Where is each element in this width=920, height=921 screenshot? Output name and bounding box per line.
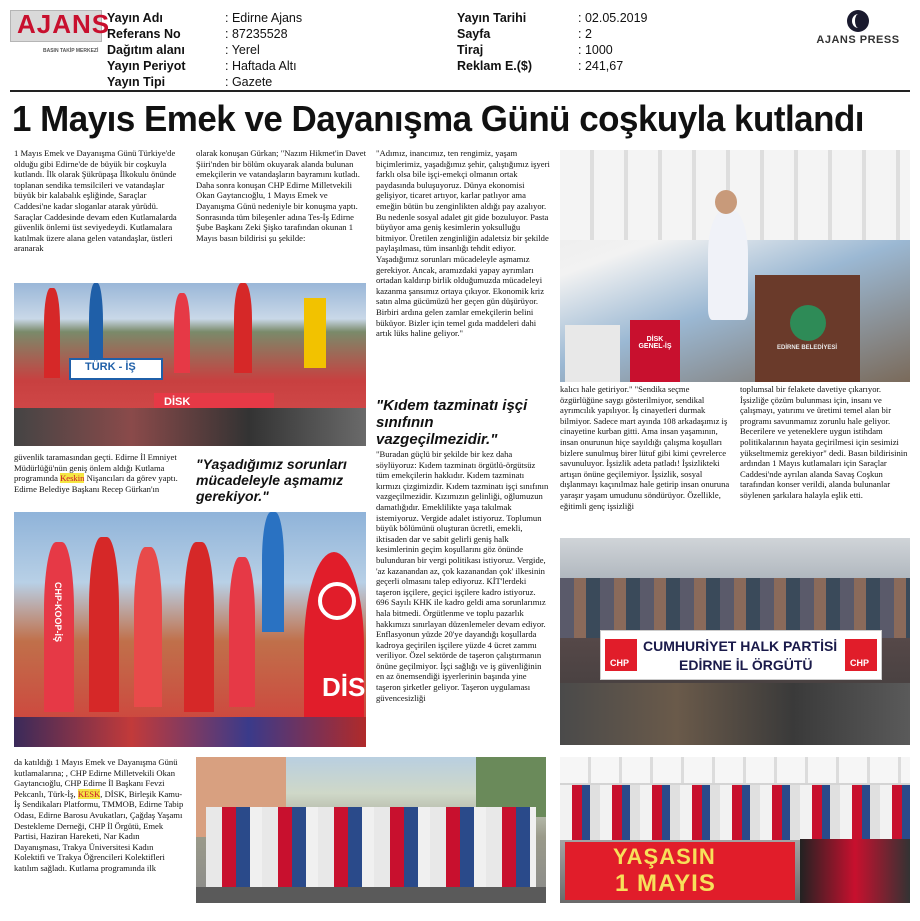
chp-logo-right: CHP (845, 639, 877, 671)
photo-march-flags (14, 512, 385, 747)
chp-logo-left: CHP (605, 639, 637, 671)
label-date: Yayın Tarihi (457, 11, 527, 25)
flag (234, 283, 252, 373)
flag (134, 547, 162, 707)
flag (184, 542, 214, 712)
value-type: : Gazete (225, 75, 273, 89)
crowd (800, 839, 910, 903)
tent-canopy (560, 757, 910, 783)
label-page: Sayfa (457, 27, 491, 41)
disk-banner: DİSK (154, 393, 274, 413)
logo-tagline: BASIN TAKİP MERKEZİ (43, 48, 99, 54)
header-rule (10, 90, 910, 92)
label-circulation: Tiraj (457, 43, 484, 57)
chp-banner: CHP CHP CUMHURİYET HALK PARTİSİ EDİRNE İL ÖRGÜTÜ (600, 630, 882, 680)
ajans-press-brand (808, 10, 908, 46)
label-distribution: Dağıtım alanı (107, 43, 185, 57)
crowd-legs (560, 683, 910, 745)
photo-speaker-podium (560, 150, 910, 382)
highlight-kesk: KESK (77, 788, 101, 799)
label-period: Yayın Periyot (107, 59, 186, 73)
value-reference: : 87235528 (225, 27, 288, 41)
meta-values-right (578, 10, 648, 74)
col1-bottom-text: da katıldığı 1 Mayıs Emek ve Dayanışma Günü kutlamalarına; , CHP Edirne Milletvekili Okan Gaytancıoğlu, CHP Edirne İl Başkanı Fevzi Pekcanlı, Türk-İş, KESK, DİSK, Birleşik Kamu-İş Sendikaları Platformu, TMMOB, Edirne Tabip Odası, Edirne Barosu Avukatları, Çağdaş Yaşamı Destekleme Derneği, CHP İl Örgütü, Emek Partisi, Haziran Hareketi, Nar Kadın Dayanışması, Trakya Üniversitesi Kadın Kolektifi ve Trakya Öğrencileri Kolektifleri katılım sağladı. Kutlama programında ilk (14, 757, 184, 873)
col5-mid-text: toplumsal bir felakete davetiye çıkarıyor. İşsizliğe çözüm bulunması için, insanı ve çalışmayı, yatırımı ve üretimi temel alan bir programı savunmamız zorunlu hale geliyor. Becerilere ve yeteneklere uygun istihdam politikalarının hayata geçirilmesi için sesimizi yükseltmemiz gerekiyor" dedi. Basın bildirisinin ardından 1 Mayıs kutlamaları için Saraçlar Caddesi'nde ayrılan alanda Savaş Coşkun tarafından konser verildi, alanda bulunanlar söylenen şarkılara halayla eşlik etti. (740, 384, 908, 500)
highlight-keskin: Keskin (60, 473, 85, 484)
photo-crowd-banners (14, 283, 366, 446)
col1-top-text: 1 Mayıs Emek ve Dayanışma Günü Türkiye'de olduğu gibi Edirne'de de büyük bir coşkuyla kutlandı. İlk olarak Şükrüpaşa İlkokulu önünde toplanan sendika temsilcileri ve vatandaşlar büyük bir kalabalık eşliğinde, Saraçlar Caddesi'ne kadar sloganlar atarak yürüdü. Saraçlar Caddesinde devam eden Kutlamalarda güvenlik önlemi üst seviyedeydi. Kutlamalara katılmak üzere alana gelen vatandaşlar, üstleri aranarak (14, 148, 177, 254)
street (196, 887, 546, 903)
people-on-stage (560, 785, 910, 840)
col4-mid-text: kalıcı hale getiriyor." "Sendika seçme özgürlüğüne saygı gösterilmiyor, sendikal ayrımcılık yapılıyor. İş cinayetleri durmak bilmiyor. Sadece mart ayında 108 arkadaşımız iş cinayetine kurban gitti. Ama insan yaşamının, insan onurunun hiçe sayıldığı çalışma koşulları bizlere sunulmuş birer lütuf gibi kimi çevrelerce savunuluyor. İşsizlik adeta patladı! İşsizlikteki artışın önüne geçilemiyor. İşsizlik, sosyal dışlanmayı kaçınılmaz hale getirip insan onuruna yaraşır yaşam umudunu söndürüyor. Özellikle, eğitimli genç işsizliği (560, 384, 730, 511)
turk-is-sign: TÜRK - İŞ (69, 358, 163, 380)
municipality-emblem (790, 305, 826, 341)
value-distribution: : Yerel (225, 43, 260, 57)
col1-mid-text: güvenlik taramasından geçti. Edirne İl Emniyet Müdürlüğü'nün geniş önlem aldığı Kutlama programında Keskin Nişancıları da görev yaptı. Edirne Belediye Başkanı Recep Gürkan'ın (14, 452, 178, 494)
photo-yasasin-banner (560, 757, 910, 903)
photo-chp-banner (560, 538, 910, 745)
col3-bottom-text: "Buradan güçlü bir şekilde bir kez daha söylüyoruz: Kıdem tazminatı örgütlü-örgütsüz tüm emekçilerin hakkıdır. Kıdem tazminatı kırmızı çizgimizdir. Kıdem tazminatı işçi sınıfının vazgeçilmezidir. Kızımızın gelinliği, oğlumuzun damatlığıdır. Emeklilikte yaşa takılmak istemiyoruz. Vergide adalet istiyoruz. Toplumun büyük bölümünü oluşturan ücretli, emekli, iktisaden dar ve sabit gelirli geniş halk kesimlerinin geçim koşullarını göz önünde bulunduran bir vergi politikası istiyoruz. Vergide, 'az kazanandan az, çok kazanandan çok' ilkesinin geçerli olmasını talep ediyoruz. KİT'lerdeki taşeron işçilere, geçici işçilere kadro istiyoruz. 696 Sayılı KHK ile kadro geldi ama sorunlarımız hala bitmedi. Örgütlenme ve toplu pazarlık hakkımızı sınırlayan düzenlemeler devam ediyor. Enflasyonun yüzde 20'ye dayandığı koşullarda kadroya geçirilen işçilere yüzde 4 ücret zammı veriliyor. Özel sektörde de taşeron çalıştırmanın önüne geçilmiyor. İşçi sağlığı ve iş güvenliğinin en az önemsendiği işyerlerinin başında yine taşeron şirketler geliyor. Taşeron uygulaması güvencesizliği (376, 449, 549, 703)
flag (89, 537, 119, 712)
mayis-banner: YAŞASIN 1 MAYIS (565, 842, 795, 900)
podium: EDİRNE BELEDİYESİ (755, 275, 860, 382)
flag (174, 293, 190, 373)
value-publication: : Edirne Ajans (225, 11, 303, 25)
label-type: Yayın Tipi (107, 75, 166, 89)
value-ad: : 241,67 (578, 59, 624, 73)
crowd (14, 408, 366, 446)
ajans-press-icon (847, 10, 869, 32)
disk-vest-person: DİSK GENEL-İŞ (630, 320, 680, 382)
disk-flag: DİSK (304, 552, 364, 742)
person (565, 325, 620, 382)
col3-top-text: "Adımız, inancımız, ten rengimiz, yaşam biçimlerimiz, yaşadığımız şehir, çalıştığımız işyeri farklı olsa bile işçi-emekçi olmanın ortak paydasında buluşuyoruz. Dünya ekonomisi gelişiyor, ticaret artıyor, karlar patlıyor ama emeğin bütün bu zenginlikten aldığı pay azalıyor. Bu nedenle sosyal adalet git gide bozuluyor. Pasta büyüyor ama geniş kesimlerin yoksulluğu bitmiyor. Üretilen zenginliğin adaletsiz bir şekilde paylaşılması, tüm insanlığı tehdit ediyor. Yaşadığımız sorunları mücadeleyle aşmamız gerekiyor. Ancak, aramızdaki yapay ayrımları ortadan kaldırıp birlik olduğumuzda mücadeleyi kazanma şansımız ortaya çıkıyor. Ekonomik kriz satın alma gücümüzü her geçen gün düşürüyor. Birbiri ardına gelen zamlar emekçilerin belini büküyor. Bizler için temel gıda maddeleri dahi artık lüks haline geliyor." (376, 148, 550, 339)
value-circulation: : 1000 (578, 43, 613, 57)
speaker-head (715, 190, 737, 214)
crowd (14, 717, 366, 747)
col2-top-text: olarak konuşan Gürkan; "Nazım Hikmet'in Davet Şiiri'nden bir bölüm okuyarak alanda bulunan emekçilerin ve vatandaşların bayramını kutladı. Daha sonra konuşan CHP Edirne Milletvekili Okan Gaytancıoğlu, 1 Mayıs Emek ve Dayanışma Günü nedeniyle bir konuşma yaptı. Sonrasında tüm bileşenler adına Tes-İş Edirne Şube Başkanı Zeki Şişko tarafından okunan 1 Mayıs basın bildirisi şu şekilde: (196, 148, 366, 243)
meta-labels-left (107, 10, 186, 90)
value-page: : 2 (578, 27, 592, 41)
flag: CHP-KOOP-İŞ (44, 542, 74, 712)
photo-street-march (196, 757, 546, 903)
label-reference: Referans No (107, 27, 181, 41)
label-publication: Yayın Adı (107, 11, 163, 25)
speaker (708, 210, 748, 320)
flag (229, 557, 255, 707)
value-date: : 02.05.2019 (578, 11, 648, 25)
meta-values-left (225, 10, 302, 90)
value-period: : Haftada Altı (225, 59, 297, 73)
brand-name: AJANS PRESS (816, 34, 900, 46)
headline: 1 Mayıs Emek ve Dayanışma Günü coşkuyla kutlandı (12, 98, 865, 139)
meta-labels-right (457, 10, 532, 74)
disk-emblem (318, 582, 356, 620)
subhead-2: "Kıdem tazminatı işçi sınıfının vazgeçilmezidir." (376, 397, 528, 448)
crowd (560, 578, 910, 638)
flag (262, 512, 284, 632)
ajans-logo: AJANS BASIN TAKİP MERKEZİ (10, 10, 102, 42)
flag (304, 298, 326, 368)
flag (44, 288, 60, 378)
label-ad: Reklam E.($) (457, 59, 533, 73)
subhead-1: "Yaşadığımız sorunları mücadeleyle aşmamız gerekiyor." (196, 456, 347, 504)
